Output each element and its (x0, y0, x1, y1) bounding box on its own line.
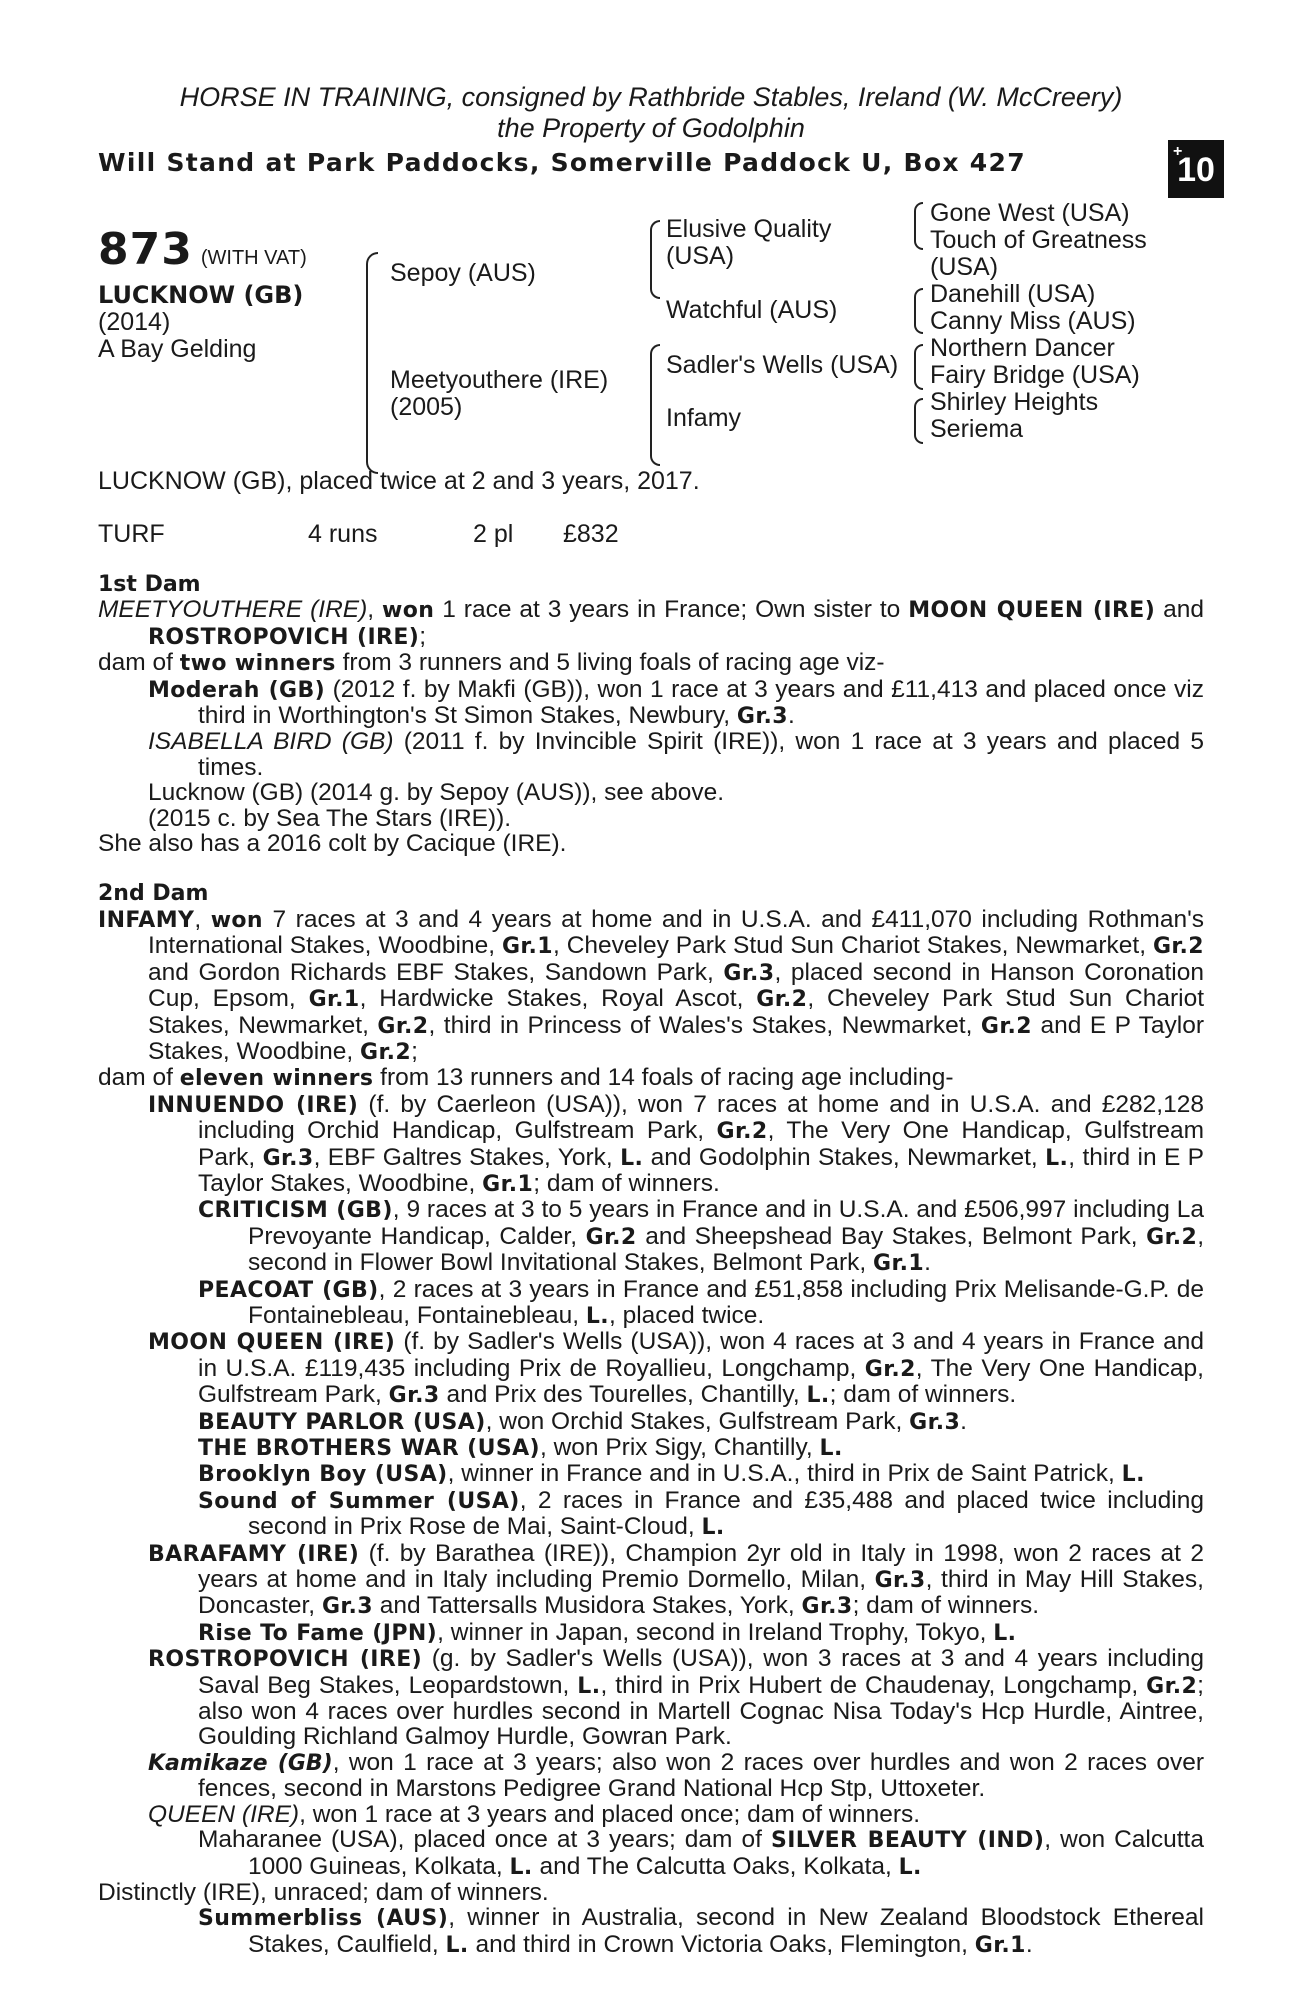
record-emphasis: L. (898, 1854, 922, 1880)
record-text: (2012 f. by Makfi (GB)), won 1 race at 3 years and £11,413 and placed once viz third in Worthington's St Simon Stakes, Newbury, (198, 675, 1204, 730)
record-emphasis: Gr.2 (585, 1224, 637, 1250)
record-text: , (367, 596, 382, 624)
record-text: (f. by Barathea (IRE)), Champion 2yr old in Italy in 1998, won 2 races at 2 years at home and in Italy including Premio Dormello, Milan, (198, 1539, 1204, 1594)
record-emphasis: won (382, 598, 435, 624)
record-emphasis: Kamikaze (GB) (148, 1750, 333, 1776)
record-text: dam of (98, 1064, 180, 1092)
record-text: and Tattersalls Musidora Stakes, York, (372, 1592, 802, 1620)
record-text: , won 1 race at 3 years; also won 2 races over hurdles and won 2 races over fences, second in Marstons Pedigree Grand National Hcp Stp, Uttoxeter. (198, 1748, 1204, 1803)
ped-ddd: Seriema (930, 415, 1024, 443)
record-emphasis: L. (819, 1436, 843, 1461)
ped-sdd: Canny Miss (AUS) (930, 307, 1136, 335)
produce-entry (98, 729, 1204, 780)
record-text: (g. by Sadler's Wells (USA)), won 3 races at 3 and 4 years including Saval Beg Stakes, Leopardstown, (198, 1645, 1205, 1699)
record-text: , third in Princess of Wales's Stakes, Newmarket, (428, 1011, 981, 1039)
record-text: and Prix des Tourelles, Chantilly, (439, 1381, 807, 1409)
turf-placed: 2 pl (473, 520, 514, 548)
second-dam-heading: 2nd Dam (98, 881, 209, 907)
horse-info (98, 282, 303, 363)
record-emphasis: MEETYOUTHERE (IRE) (98, 596, 368, 624)
record-text: (2015 c. by Sea The Stars (IRE)). (148, 804, 512, 832)
record-text: . (960, 1407, 967, 1435)
record-text: , second in Flower Bowl Invitational Stakes, Belmont Park, (248, 1222, 1204, 1277)
record-emphasis: ROSTROPOVICH (IRE) (148, 1647, 423, 1673)
record-emphasis: QUEEN (IRE) (148, 1800, 300, 1828)
record-text: , winner in Japan, second in Ireland Trophy, Tokyo, (437, 1618, 994, 1646)
badge-number: 10 (1177, 151, 1215, 189)
record-text: dam of (98, 649, 180, 677)
record-text: ; dam of winners. (533, 1169, 720, 1197)
produce-entry (98, 1277, 1204, 1330)
first-dam-record (98, 597, 1204, 650)
pedigree-bracket (914, 344, 923, 390)
record-emphasis: Gr.3 (874, 1568, 926, 1594)
record-emphasis: Gr.2 (360, 1039, 412, 1065)
produce-entry (98, 1750, 1204, 1802)
produce-entry (98, 780, 1204, 805)
ped-dss: Northern Dancer (930, 334, 1115, 362)
record-emphasis: Gr.2 (1146, 1673, 1198, 1699)
record-emphasis: L. (1121, 1462, 1145, 1488)
record-text: (f. by Sadler's Wells (USA)), won 4 races at 3 and 4 years in France and in U.S.A. £119,435 including Prix de Royallieu, Longchamp, (198, 1328, 1204, 1382)
record-emphasis: Gr.2 (716, 1119, 768, 1145)
produce-entry (98, 1620, 1204, 1646)
record-text: , 9 races at 3 to 5 years in France and in U.S.A. and £506,997 including La Prevoyante Handicap, Calder, (248, 1196, 1204, 1250)
record-emphasis: Sound of Summer (USA) (198, 1488, 520, 1514)
ped-dam-year: (2005) (390, 393, 463, 421)
record-emphasis: L. (1045, 1145, 1069, 1171)
turf-earnings: £832 (563, 520, 619, 548)
record-text: Maharanee (USA), placed once at 3 years; dam of (198, 1826, 771, 1854)
ped-ssd: Touch of Greatness (930, 226, 1147, 254)
produce-entry (98, 806, 1204, 831)
produce-entry (98, 1329, 1204, 1408)
record-text: , Cheveley Park Stud Sun Chariot Stakes, Newmarket, (553, 932, 1153, 960)
record-emphasis: CRITICISM (GB) (198, 1198, 393, 1224)
record-text: , winner in France and in U.S.A., third in Prix de Saint Patrick, (447, 1460, 1122, 1488)
record-emphasis: L. (577, 1673, 601, 1699)
record-emphasis: BARAFAMY (IRE) (148, 1541, 360, 1567)
record-emphasis: eleven winners (179, 1066, 374, 1092)
record-emphasis: L. (620, 1145, 644, 1171)
record-emphasis: Gr.2 (1146, 1224, 1198, 1250)
record-text: She also has a 2016 colt by Cacique (IRE). (98, 830, 567, 858)
second-dam-record (98, 907, 1204, 1065)
record-emphasis: SILVER BEAUTY (IND) (770, 1828, 1045, 1854)
record-text: Distinctly (IRE), unraced; dam of winners. (98, 1878, 549, 1906)
record-emphasis: Gr.2 (864, 1356, 916, 1382)
second-dam-summary (98, 1065, 1204, 1091)
record-text: , third in May Hill Stakes, Doncaster, (198, 1566, 1204, 1620)
vat-note: (WITH VAT) (200, 247, 307, 269)
record-emphasis: Gr.3 (388, 1383, 440, 1409)
record-text: , 2 races at 3 years in France and £51,858 including Prix Melisande-G.P. de Fontainebleau, Fontainebleau, (248, 1275, 1205, 1329)
produce-entry (98, 1905, 1204, 1958)
record-text: . (787, 702, 795, 730)
record-emphasis: Gr.3 (321, 1594, 373, 1620)
stand-location: Will Stand at Park Paddocks, Somerville Paddock U, Box 427 (98, 148, 1026, 177)
pedigree-bracket (650, 344, 660, 466)
record-emphasis: L. (993, 1620, 1017, 1646)
record-text: , third in Prix Hubert de Chaudenay, Longchamp, (600, 1671, 1147, 1699)
record-emphasis: Gr.1 (482, 1171, 534, 1197)
produce-entry (98, 677, 1204, 730)
record-emphasis: Gr.3 (736, 704, 788, 730)
record-emphasis: Gr.3 (801, 1594, 853, 1620)
record-text: ; also won 4 races over hurdles second in Martell Cognac Nisa Today's Hcp Hurdle, Aintree, Goulding Richland Galmoy Hurdle, Gowran Park. (198, 1671, 1204, 1751)
record-emphasis: Gr.1 (974, 1932, 1026, 1958)
first-dam-heading: 1st Dam (98, 572, 201, 597)
produce-record (98, 572, 1204, 1958)
record-text: , won Calcutta 1000 Guineas, Kolkata, (248, 1826, 1204, 1880)
record-text: 7 races at 3 and 4 years at home and in U.S.A. and £411,070 including Rothman's International Stakes, Woodbine, (148, 905, 1204, 960)
record-emphasis: INFAMY (98, 907, 195, 933)
produce-entry (98, 1197, 1204, 1276)
record-emphasis: Brooklyn Boy (USA) (198, 1462, 448, 1488)
record-text: , Hardwicke Stakes, Royal Ascot, (359, 985, 757, 1013)
produce-entry (98, 1827, 1204, 1880)
record-emphasis: MOON QUEEN (IRE) (148, 1330, 396, 1356)
record-emphasis: Gr.3 (723, 960, 775, 986)
record-emphasis: THE BROTHERS WAR (USA) (198, 1436, 540, 1461)
record-text: from 13 runners and 14 foals of racing age including- (373, 1064, 954, 1092)
pedigree-bracket (914, 288, 923, 334)
record-text: and The Calcutta Oaks, Kolkata, (532, 1852, 899, 1880)
record-text: . (924, 1249, 931, 1277)
first-dam-note (98, 831, 1204, 856)
record-emphasis: ISABELLA BIRD (GB) (148, 728, 394, 756)
lot-number-block (98, 224, 307, 275)
record-emphasis: L. (509, 1854, 533, 1880)
pedigree-bracket (650, 220, 660, 299)
horse-description: A Bay Gelding (98, 335, 257, 363)
record-emphasis: Gr.1 (308, 987, 360, 1013)
record-text: and (1155, 596, 1204, 624)
record-emphasis: Gr.3 (909, 1409, 961, 1435)
badge-plus: + (1173, 143, 1183, 160)
catalogue-page (98, 82, 1215, 1958)
pedigree-bracket (914, 398, 923, 444)
turf-label: TURF (98, 520, 165, 548)
lot-number: 873 (98, 224, 193, 275)
horse-year: (2014) (98, 308, 171, 336)
pedigree-bracket (366, 252, 378, 474)
produce-entry (98, 1488, 1204, 1541)
ped-sss: Gone West (USA) (930, 199, 1130, 227)
record-emphasis: Gr.2 (980, 1013, 1032, 1039)
produce-entry (98, 1541, 1204, 1620)
turf-runs: 4 runs (308, 520, 378, 548)
record-text: and Godolphin Stakes, Newmarket, (643, 1143, 1046, 1171)
record-text: , (194, 905, 211, 933)
record-emphasis: Gr.1 (873, 1251, 925, 1277)
produce-entry (98, 1435, 1204, 1461)
record-emphasis: ROSTROPOVICH (IRE) (148, 624, 420, 650)
record-emphasis: Moderah (GB) (148, 677, 326, 703)
property-line: the Property of Godolphin (497, 113, 805, 143)
record-text: ; dam of winners. (829, 1381, 1017, 1409)
record-emphasis: L. (701, 1515, 725, 1541)
record-text: Lucknow (GB) (2014 g. by Sepoy (AUS)), see above. (148, 779, 725, 807)
record-emphasis: Gr.1 (501, 934, 553, 960)
produce-entry (98, 1461, 1204, 1487)
record-text: ; (419, 622, 427, 650)
record-text: , placed second in Hanson Coronation Cup, Epsom, (148, 958, 1204, 1013)
record-emphasis: Gr.2 (1152, 934, 1204, 960)
record-emphasis: two winners (179, 651, 336, 677)
record-emphasis: Rise To Fame (JPN) (198, 1620, 438, 1646)
record-text: , Cheveley Park Stud Sun Chariot Stakes, Newmarket, (148, 985, 1204, 1039)
ped-ssd-2: (USA) (930, 253, 999, 281)
record-text: and E P Taylor Stakes, Woodbine, (148, 1011, 1204, 1065)
record-emphasis: L. (445, 1932, 469, 1958)
ped-dam: Meetyouthere (IRE) (390, 366, 609, 394)
produce-entry (98, 1646, 1204, 1750)
first-dam-summary (98, 650, 1204, 676)
race-summary: LUCKNOW (GB), placed twice at 2 and 3 years, 2017. (98, 467, 700, 495)
ped-sire-sire-2: (USA) (666, 242, 735, 270)
record-emphasis: PEACOAT (GB) (198, 1277, 379, 1303)
record-text: and Gordon Richards EBF Stakes, Sandown Park, (148, 958, 724, 986)
record-text: (f. by Caerleon (USA)), won 7 races at home and in U.S.A. and £282,128 including Orchid Handicap, Gulfstream Park, (198, 1090, 1204, 1145)
produce-entry (98, 1802, 1204, 1827)
record-text: , third in E P Taylor Stakes, Woodbine, (198, 1143, 1204, 1197)
record-text: ; dam of winners. (852, 1592, 1040, 1620)
ped-dam-dam: Infamy (666, 404, 742, 432)
record-emphasis: BEAUTY PARLOR (USA) (198, 1409, 486, 1435)
record-emphasis: Gr.2 (756, 987, 808, 1013)
ped-dds: Shirley Heights (930, 388, 1099, 416)
record-text: , winner in Australia, second in New Zealand Bloodstock Ethereal Stakes, Caulfield, (248, 1904, 1204, 1958)
record-emphasis: Gr.2 (377, 1013, 429, 1039)
record-emphasis: L. (585, 1303, 609, 1329)
ped-sire-sire: Elusive Quality (666, 215, 832, 243)
pedigree-bracket (914, 202, 923, 250)
ped-dsd: Fairy Bridge (USA) (930, 361, 1140, 389)
record-text: , won 1 race at 3 years and placed once; dam of winners. (299, 1800, 921, 1828)
record-text: , EBF Galtres Stakes, York, (313, 1143, 621, 1171)
record-text: 1 race at 3 years in France; Own sister to (434, 596, 909, 624)
record-text: , The Very One Handicap, Gulfstream Park, (198, 1354, 1204, 1409)
record-emphasis: L. (806, 1383, 830, 1409)
ped-sire: Sepoy (AUS) (390, 259, 536, 287)
produce-entry (98, 1092, 1204, 1198)
record-text: and third in Crown Victoria Oaks, Flemington, (468, 1930, 975, 1958)
ped-dam-sire: Sadler's Wells (USA) (666, 351, 899, 379)
record-text: . (1025, 1930, 1033, 1958)
record-emphasis: INNUENDO (IRE) (148, 1092, 359, 1118)
produce-entry (98, 1880, 1204, 1905)
ped-sds: Danehill (USA) (930, 280, 1096, 308)
record-text: (2011 f. by Invincible Spirit (IRE)), won 1 race at 3 years and placed 5 times. (198, 728, 1204, 781)
record-text: from 3 runners and 5 living foals of racing age viz- (335, 649, 885, 677)
record-text: , 2 races in France and £35,488 and placed twice including second in Prix Rose de Mai, Saint-Cloud, (248, 1486, 1204, 1541)
tattersalls-badge (1168, 140, 1224, 198)
record-emphasis: MOON QUEEN (IRE) (908, 598, 1156, 624)
record-text: , won Prix Sigy, Chantilly, (539, 1434, 820, 1461)
record-text: , The Very One Handicap, Gulfstream Park, (198, 1117, 1205, 1171)
record-text: , won Orchid Stakes, Gulfstream Park, (485, 1407, 910, 1435)
record-text: and Sheepshead Bay Stakes, Belmont Park, (636, 1222, 1147, 1250)
produce-entry (98, 1409, 1204, 1435)
record-emphasis: won (210, 907, 263, 933)
ped-sire-dam: Watchful (AUS) (666, 296, 838, 324)
record-text: ; (411, 1037, 418, 1065)
horse-name: LUCKNOW (GB) (98, 281, 304, 309)
record-emphasis: Summerbliss (AUS) (198, 1906, 449, 1932)
record-emphasis: Gr.3 (262, 1145, 314, 1171)
record-text: , placed twice. (609, 1301, 765, 1329)
consignor-line: HORSE IN TRAINING, consigned by Rathbride Stables, Ireland (W. McCreery) (179, 82, 1123, 112)
